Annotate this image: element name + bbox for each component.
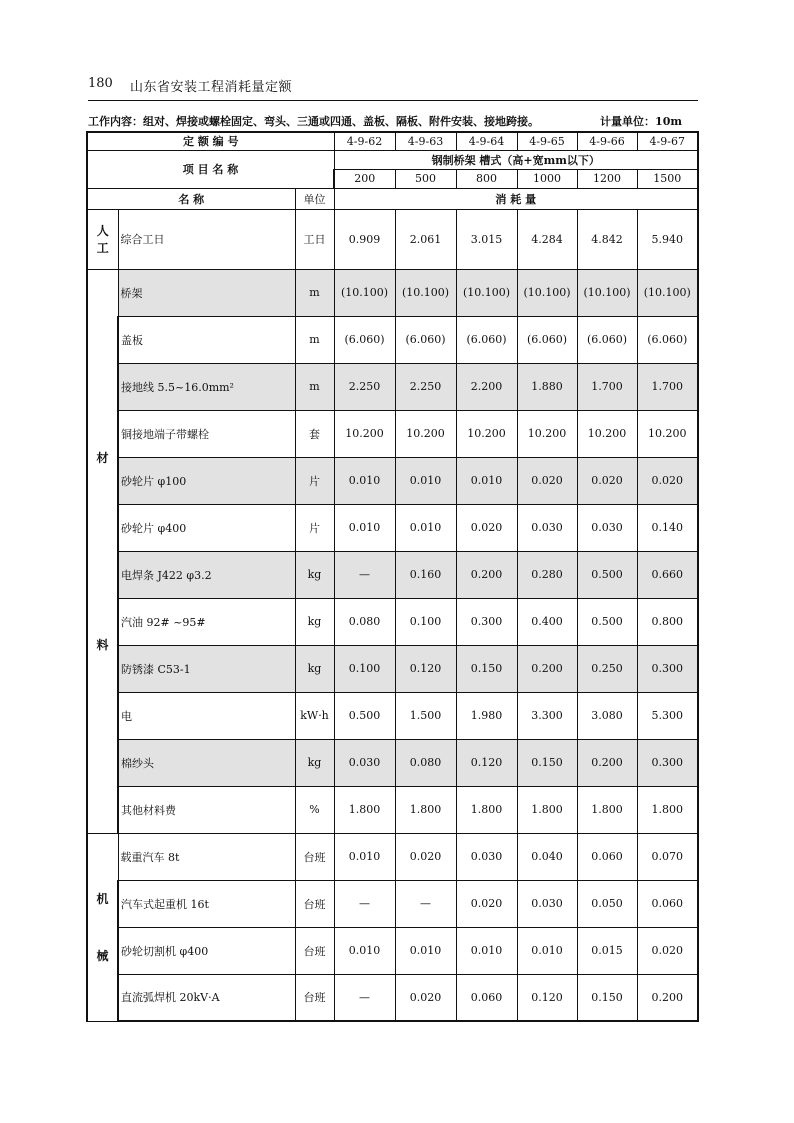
size-header: 800 [456, 169, 517, 188]
consumption-value: 0.015 [577, 927, 637, 974]
machinery-category-char-2: 械 [96, 949, 109, 963]
resource-unit: 台班 [295, 833, 334, 880]
table-row [87, 132, 698, 150]
consumption-value: 0.030 [334, 739, 395, 786]
resource-name: 其他材料费 [118, 786, 295, 833]
consumption-value: 10.200 [456, 410, 517, 457]
consumption-value: 0.100 [334, 645, 395, 692]
table-row [87, 645, 698, 692]
resource-unit: kg [295, 739, 334, 786]
quota-code: 4-9-64 [456, 132, 517, 150]
consumption-value: — [395, 880, 456, 927]
consumption-value: 0.300 [637, 645, 698, 692]
consumption-value: 0.200 [577, 739, 637, 786]
table-row [87, 974, 698, 1021]
quota-code-label: 定 额 编 号 [87, 132, 334, 150]
resource-name: 汽油 92# ~95# [118, 598, 295, 645]
consumption-value: 2.061 [395, 209, 456, 269]
consumption-value: 0.100 [395, 598, 456, 645]
consumption-value: 1.800 [395, 786, 456, 833]
item-group: 钢制桥架 槽式（高+宽mm以下） [334, 150, 698, 169]
resource-name: 汽车式起重机 16t [118, 880, 295, 927]
resource-unit: 台班 [295, 974, 334, 1021]
consumption-value: 0.909 [334, 209, 395, 269]
consumption-value: 2.200 [456, 363, 517, 410]
resource-name: 桥架 [118, 269, 295, 316]
consumption-value: 0.160 [395, 551, 456, 598]
resource-name: 直流弧焊机 20kV·A [118, 974, 295, 1021]
table-row [87, 150, 698, 169]
consumption-value: 0.500 [334, 692, 395, 739]
resource-name: 防锈漆 C53-1 [118, 645, 295, 692]
materials-category-char-1: 材 [96, 451, 109, 465]
table-row [87, 739, 698, 786]
consumption-value: 0.120 [456, 739, 517, 786]
consumption-value: (6.060) [517, 316, 577, 363]
consumption-value: 0.150 [577, 974, 637, 1021]
consumption-value: (6.060) [395, 316, 456, 363]
consumption-value: 0.030 [577, 504, 637, 551]
consumption-value: 0.150 [517, 739, 577, 786]
resource-name: 砂轮切割机 φ400 [118, 927, 295, 974]
resource-name: 接地线 5.5~16.0mm² [118, 363, 295, 410]
resource-name: 综合工日 [118, 209, 295, 269]
consumption-value: 0.300 [637, 739, 698, 786]
table-row [87, 504, 698, 551]
table-row [87, 410, 698, 457]
size-header: 1000 [517, 169, 577, 188]
resource-unit: % [295, 786, 334, 833]
consumption-value: 1.800 [577, 786, 637, 833]
resource-name: 电 [118, 692, 295, 739]
quota-code: 4-9-63 [395, 132, 456, 150]
resource-name: 砂轮片 φ400 [118, 504, 295, 551]
quota-code: 4-9-65 [517, 132, 577, 150]
consumption-value: 0.020 [395, 974, 456, 1021]
work-content: 工作内容：组对、焊接或螺栓固定、弯头、三通或四通、盖板、隔板、附件安装、接地跨接。 [88, 115, 539, 128]
consumption-value: 2.250 [334, 363, 395, 410]
table-row [87, 188, 698, 209]
consumption-value: 0.050 [577, 880, 637, 927]
consumption-value: 4.842 [577, 209, 637, 269]
resource-unit: 台班 [295, 927, 334, 974]
resource-name: 砂轮片 φ100 [118, 457, 295, 504]
size-header: 500 [395, 169, 456, 188]
consumption-value: 0.030 [517, 504, 577, 551]
consumption-value: (10.100) [637, 269, 698, 316]
page-number: 180 [88, 76, 113, 91]
consumption-value: 0.120 [517, 974, 577, 1021]
resource-unit: kW·h [295, 692, 334, 739]
consumption-value: 0.010 [395, 927, 456, 974]
consumption-value: 0.030 [517, 880, 577, 927]
consumption-value: (6.060) [456, 316, 517, 363]
consumption-value: 1.700 [637, 363, 698, 410]
consumption-value: 0.250 [577, 645, 637, 692]
name-column-header: 名 称 [87, 188, 295, 209]
table-row [87, 880, 698, 927]
table-row [87, 833, 698, 880]
consumption-value: 10.200 [577, 410, 637, 457]
table-row [87, 786, 698, 833]
consumption-value: 0.020 [517, 457, 577, 504]
resource-name: 盖板 [118, 316, 295, 363]
table-row [87, 269, 698, 316]
consumption-value: 3.300 [517, 692, 577, 739]
consumption-value: 0.020 [577, 457, 637, 504]
consumption-value: 3.015 [456, 209, 517, 269]
materials-category [87, 269, 118, 833]
page-header [88, 74, 698, 100]
consumption-value: — [334, 974, 395, 1021]
consumption-value: 0.010 [517, 927, 577, 974]
consumption-value: 0.140 [637, 504, 698, 551]
consumption-value: 10.200 [637, 410, 698, 457]
measurement-unit: 计量单位：10m [600, 115, 682, 128]
consumption-value: 0.010 [395, 504, 456, 551]
table-row [87, 363, 698, 410]
consumption-value: 0.020 [637, 457, 698, 504]
consumption-value: 0.010 [456, 927, 517, 974]
consumption-value: 0.010 [334, 833, 395, 880]
quota-code: 4-9-66 [577, 132, 637, 150]
consumption-value: 0.040 [517, 833, 577, 880]
table-row [87, 598, 698, 645]
consumption-value: (6.060) [334, 316, 395, 363]
consumption-value: (10.100) [395, 269, 456, 316]
consumption-value: (10.100) [577, 269, 637, 316]
unit-column-header: 单位 [295, 188, 334, 209]
resource-unit: 片 [295, 504, 334, 551]
consumption-value: 0.400 [517, 598, 577, 645]
consumption-value: — [334, 880, 395, 927]
consumption-value: 0.060 [456, 974, 517, 1021]
size-header: 1500 [637, 169, 698, 188]
consumption-value: 0.010 [334, 457, 395, 504]
machinery-category-char-1: 机 [96, 892, 109, 906]
resource-unit: kg [295, 598, 334, 645]
consumption-value: 0.120 [395, 645, 456, 692]
consumption-value: 1.800 [456, 786, 517, 833]
consumption-value: 0.800 [637, 598, 698, 645]
consumption-value: 0.010 [456, 457, 517, 504]
resource-name: 棉纱头 [118, 739, 295, 786]
consumption-value: 5.300 [637, 692, 698, 739]
consumption-value: 0.020 [456, 880, 517, 927]
resource-unit: m [295, 269, 334, 316]
consumption-value: 0.280 [517, 551, 577, 598]
size-header: 1200 [577, 169, 637, 188]
size-header: 200 [334, 169, 395, 188]
resource-unit: m [295, 363, 334, 410]
machinery-category [87, 833, 118, 1021]
consumption-value: 10.200 [395, 410, 456, 457]
consumption-value: 0.200 [456, 551, 517, 598]
consumption-value: 0.080 [334, 598, 395, 645]
consumption-value: — [334, 551, 395, 598]
consumption-value: 0.010 [395, 457, 456, 504]
consumption-value: 1.800 [334, 786, 395, 833]
consumption-value: 1.880 [517, 363, 577, 410]
quota-code: 4-9-67 [637, 132, 698, 150]
consumption-value: 0.500 [577, 551, 637, 598]
resource-unit: 工日 [295, 209, 334, 269]
consumption-value: 1.800 [637, 786, 698, 833]
consumption-value: 2.250 [395, 363, 456, 410]
resource-unit: 套 [295, 410, 334, 457]
header-rule [88, 100, 698, 101]
consumption-value: 3.080 [577, 692, 637, 739]
resource-name: 载重汽车 8t [118, 833, 295, 880]
resource-unit: 台班 [295, 880, 334, 927]
consumption-value: 0.500 [577, 598, 637, 645]
consumption-value: 1.800 [517, 786, 577, 833]
consumption-value: 0.660 [637, 551, 698, 598]
consumption-value: 4.284 [517, 209, 577, 269]
resource-unit: 片 [295, 457, 334, 504]
table-row [87, 316, 698, 363]
consumption-value: 0.200 [637, 974, 698, 1021]
consumption-value: 1.500 [395, 692, 456, 739]
consumption-value: 0.060 [577, 833, 637, 880]
consumption-value: 0.070 [637, 833, 698, 880]
consumption-value: 0.010 [334, 504, 395, 551]
consumption-value: (6.060) [577, 316, 637, 363]
table-row [87, 551, 698, 598]
consumption-value: 10.200 [517, 410, 577, 457]
consumption-value: (6.060) [637, 316, 698, 363]
consumption-value: 0.020 [395, 833, 456, 880]
consumption-header: 消 耗 量 [334, 188, 698, 209]
resource-unit: kg [295, 551, 334, 598]
consumption-value: (10.100) [334, 269, 395, 316]
resource-unit: kg [295, 645, 334, 692]
consumption-value: 0.150 [456, 645, 517, 692]
consumption-value: 0.010 [334, 927, 395, 974]
consumption-value: 0.020 [456, 504, 517, 551]
consumption-value: 0.030 [456, 833, 517, 880]
table-row [87, 457, 698, 504]
consumption-value: (10.100) [456, 269, 517, 316]
consumption-value: 1.700 [577, 363, 637, 410]
table-row [87, 692, 698, 739]
work-content-line [88, 113, 698, 129]
consumption-value: 0.060 [637, 880, 698, 927]
resource-unit: m [295, 316, 334, 363]
consumption-value: (10.100) [517, 269, 577, 316]
item-name-label: 项 目 名 称 [87, 150, 334, 188]
consumption-value: 10.200 [334, 410, 395, 457]
consumption-value: 5.940 [637, 209, 698, 269]
consumption-value: 0.080 [395, 739, 456, 786]
consumption-value: 0.020 [637, 927, 698, 974]
consumption-value: 0.300 [456, 598, 517, 645]
labor-category [87, 209, 118, 269]
resource-name: 铜接地端子带螺栓 [118, 410, 295, 457]
consumption-value: 1.980 [456, 692, 517, 739]
quota-code: 4-9-62 [334, 132, 395, 150]
consumption-value: 0.200 [517, 645, 577, 692]
table-row [87, 209, 698, 269]
table-row [87, 927, 698, 974]
labor-category-char-1: 人 [96, 224, 109, 238]
quota-table [86, 131, 699, 1022]
labor-category-char-2: 工 [96, 241, 109, 255]
book-title: 山东省安装工程消耗量定额 [130, 80, 293, 95]
resource-name: 电焊条 J422 φ3.2 [118, 551, 295, 598]
materials-category-char-2: 料 [96, 638, 109, 652]
